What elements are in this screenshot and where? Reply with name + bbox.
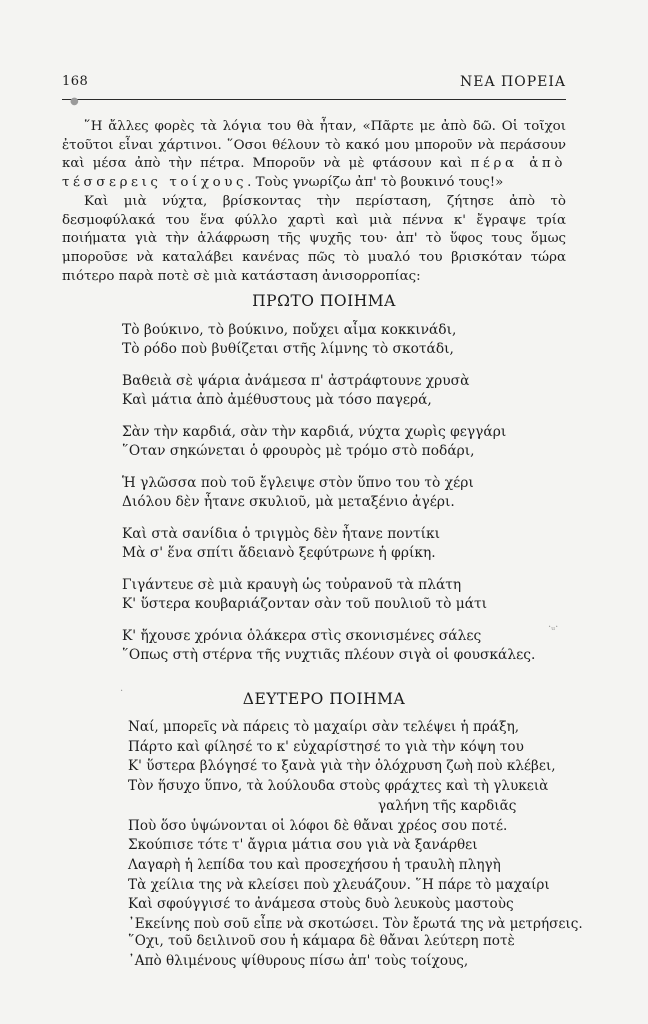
- header-rule: [62, 99, 566, 100]
- poem-line: Τὸν ἥσυχο ὕπνο, τὰ λούλουδα στοὺς φράχτες καὶ τὴ γλυκειὰ: [128, 778, 549, 795]
- poem-line: Λαγαρὴ ἡ λεπίδα του καὶ προσεχήσου ἡ τραυλὴ πληγὴ: [128, 856, 501, 873]
- poem-line: Βαθειὰ σὲ ψάρια ἀνάμεσα π' ἀστράφτουνε χρυσὰ: [122, 373, 470, 389]
- poem-line: Τὸ ρόδο ποὺ βυθίζεται στῆς λίμνης τὸ σκοτάδι,: [122, 341, 454, 357]
- poem-line: ῞Οπως στὴ στέρνα τῆς νυχτιᾶς πλέουν σιγὰ οἱ φουσκάλες.: [122, 647, 536, 663]
- stanza: [122, 627, 598, 665]
- journal-title: ΝΕΑ ΠΟΡΕΙΑ: [460, 74, 566, 90]
- poem-line: Κ' ὕστερα βλόγησέ το ξανὰ γιὰ τὴν ὁλόχρυση ζωὴ ποὺ κλέβει,: [128, 758, 556, 775]
- prose-paragraph-2: Καὶ μιὰ νύχτα, βρίσκοντας τὴν περίσταση, ζήτησε ἀπὸ τὸ δεσμοφύλακά του ἕνα φύλλο χαρτὶ καὶ μιὰ πέννα κ' ἔγραψε τρία ποιήματα γιὰ τὴν ἀλάφρωση τῆς ψυχῆς του· ἀπ' τὸ ὕφος τους ὅμως μποροῦσε νὰ καταλάβει κανένας πῶς τὸ μυαλό του βρισκόταν τώρα πιότερο παρὰ ποτὲ σὲ μιὰ κατάσταση ἀνισορροπίας:: [62, 193, 566, 284]
- poem-line: Διόλου δὲν ἦτανε σκυλιοῦ, μὰ μεταξένιο ἀγέρι.: [122, 494, 455, 510]
- spaced-emphasis: πέρα ἀπὸ τέσσερεις τοίχους: [62, 156, 566, 191]
- page-number: 168: [62, 74, 89, 89]
- poem-line: Γιγάντευε σὲ μιὰ κραυγὴ ὡς τοὐρανοῦ τὰ πλάτη: [122, 577, 462, 593]
- poem-line: Πάρτο καὶ φίλησέ το κ' εὐχαρίστησέ το γιὰ τὴν κόψη του: [128, 738, 524, 755]
- page-header: [62, 74, 566, 98]
- margin-mark: ·ᵤ·: [548, 622, 559, 633]
- poem-line: ᾿Εκείνης ποὺ σοῦ εἶπε νὰ σκοτώσει. Τὸν ἔρωτά της νὰ μετρήσεις.: [128, 916, 583, 933]
- poem-line: ῞Οχι, τοῦ δειλινοῦ σου ἡ κάμαρα δὲ θἄναι λεύτερη ποτὲ: [128, 933, 515, 949]
- poem-line: Καὶ στὰ σανίδια ὁ τριγμὸς δὲν ἦτανε ποντίκι: [122, 526, 441, 542]
- poem-line: Καὶ μάτια ἀπὸ ἀμέθυστους μὰ τόσο παγερά,: [122, 392, 432, 408]
- poem-line: Κ' ὕστερα κουβαριάζονταν σὰν τοῦ πουλιοῦ τὸ μάτι: [122, 596, 488, 612]
- prose-block: [62, 118, 566, 286]
- poem-line: ῞Οταν σηκώνεται ὁ φρουρὸς μὲ τρόμο στὸ ποδάρι,: [122, 443, 475, 459]
- poem-line: Μὰ σ' ἕνα σπίτι ἄδειανὸ ξεφύτρωνε ἡ φρίκη.: [122, 545, 436, 561]
- stanza: [122, 423, 598, 461]
- stanza: [122, 474, 598, 512]
- stanza: [122, 576, 598, 614]
- poem-line: Ναί, μπορεῖς νὰ πάρεις τὸ μαχαίρι σὰν τελέψει ἡ πράξη,: [128, 719, 520, 735]
- ink-dot: ●: [70, 96, 79, 107]
- ink-dot: ·: [120, 686, 124, 697]
- poem-line: ᾿Απὸ θλιμένους ψίθυρους πίσω ἀπ' τοὺς τοίχους,: [128, 952, 469, 969]
- prose-paragraph-1: ῞Η ἄλλες φορὲς τὰ λόγια του θὰ ἦταν, «Πᾶρτε με ἀπὸ δῶ. Οἱ τοῖχοι ἐτοῦτοι εἶναι χάρτινοι. ῞Οσοι θέλουν τὸ κακό μου μποροῦν νὰ περάσουν καὶ μέσα ἀπὸ τὴν πέτρα. Μποροῦν νὰ μὲ φτάσουν καὶ πέρα ἀπὸ τέσσερεις τοίχους. Τοὺς γνωρίζω ἀπ' τὸ βουκινό τους!»: [62, 119, 566, 191]
- poem-2-title: ΔΕΥΤΕΡΟ ΠΟΙΗΜΑ: [242, 690, 406, 708]
- poem-2: [128, 718, 588, 935]
- poem-line: Τὸ βούκινο, τὸ βούκινο, ποὔχει αἷμα κοκκινάδι,: [122, 322, 457, 338]
- stanza: [122, 525, 598, 563]
- poem-line: Σὰν τὴν καρδιά, σὰν τὴν καρδιά, νύχτα χωρὶς φεγγάρι: [122, 424, 507, 440]
- poem-2-continuation: [128, 932, 588, 971]
- poem-1: [122, 321, 598, 678]
- stanza: [122, 372, 598, 410]
- stanza: [122, 321, 598, 359]
- poem-line: Ἡ γλῶσσα ποὺ τοῦ ἔγλειψε στὸν ὕπνο του τὸ χέρι: [122, 475, 474, 491]
- poem-line: γαλήνη τῆς καρδιᾶς: [378, 797, 517, 814]
- poem-line: Κ' ἤχουσε χρόνια ὁλάκερα στὶς σκονισμένες σάλες: [122, 628, 482, 644]
- poem-line: Τὰ χείλια της νὰ κλείσει ποὺ χλευάζουν. ῞Η πάρε τὸ μαχαίρι: [128, 876, 550, 893]
- poem-line: Καὶ σφούγγισέ το ἀνάμεσα στοὺς δυὸ λευκοὺς μαστοὺς: [128, 896, 514, 913]
- poem-line: Ποὺ ὅσο ὑψώνονται οἱ λόφοι δὲ θἄναι χρέος σου ποτέ.: [128, 817, 508, 834]
- poem-1-title: ΠΡΩΤΟ ΠΟΙΗΜΑ: [252, 292, 396, 310]
- poem-line: Σκούπισε τότε τ' ἄγρια μάτια σου γιὰ νὰ ξανάρθει: [128, 837, 478, 854]
